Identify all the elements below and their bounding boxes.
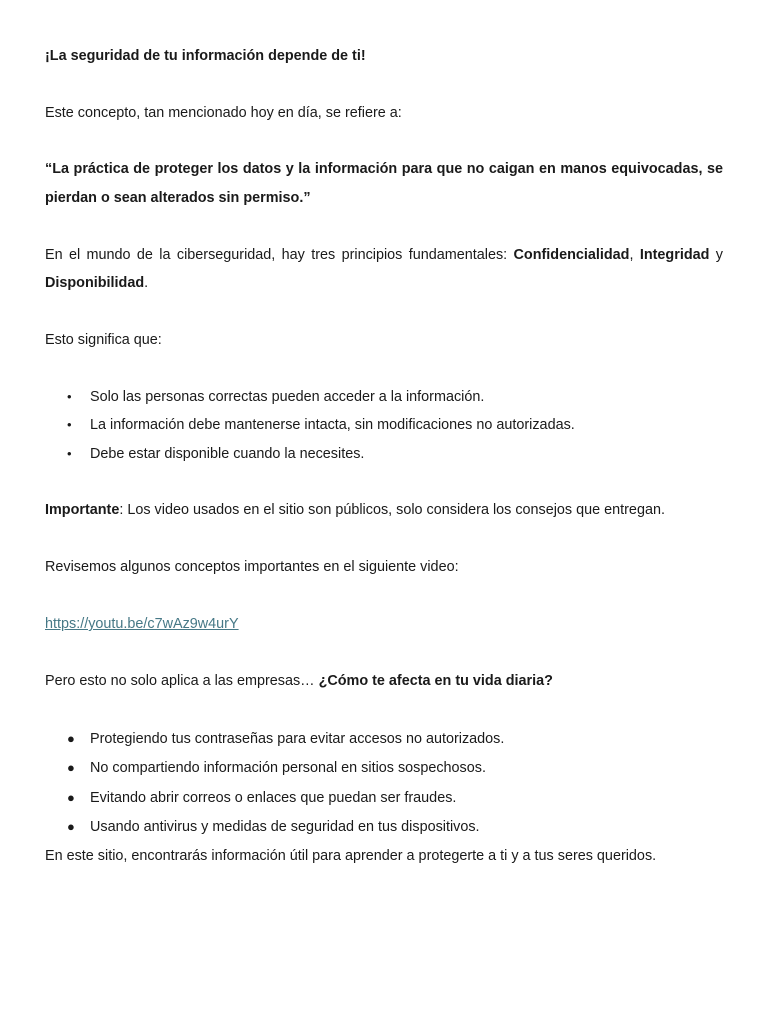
bullet-icon: • — [67, 446, 72, 461]
definition-line-1: “La práctica de proteger los datos y la información para que no caigan en manos equivocadas, se — [45, 161, 723, 177]
bullet-icon: ● — [67, 819, 75, 834]
bullet-icon: • — [67, 389, 72, 404]
bullet-icon: ● — [67, 790, 75, 805]
principle-integridad: Integridad — [639, 247, 710, 263]
important-note — [45, 501, 665, 519]
closing-paragraph: En este sitio, encontrarás información útil para aprender a protegerte a ti y a tus seres queridos. — [45, 848, 657, 864]
video-link[interactable]: https://youtu.be/c7wAz9w4urY — [45, 616, 239, 632]
video-intro: Revisemos algunos conceptos importantes en el siguiente video: — [45, 559, 459, 575]
list-item: • Solo las personas correctas pueden acceder a la información. — [67, 389, 485, 405]
definition-line-2: pierdan o sean alterados sin permiso.” — [45, 190, 311, 206]
daily-question: ¿Cómo te afecta en tu vida diaria? — [318, 673, 553, 689]
principles-paragraph — [45, 246, 723, 264]
means-paragraph: Esto significa que: — [45, 332, 162, 348]
bullet-icon: • — [67, 417, 72, 432]
daily-paragraph — [45, 672, 553, 690]
principles-paragraph-end — [45, 274, 148, 292]
list-item: ● Usando antivirus y medidas de seguridad en tus dispositivos. — [67, 819, 480, 835]
list-item: • La información debe mantenerse intacta, sin modificaciones no autorizadas. — [67, 417, 575, 433]
principles-separator-1: , — [629, 247, 640, 263]
important-label: Importante — [45, 502, 120, 518]
principle-disponibilidad: Disponibilidad — [45, 275, 145, 291]
daily-text: Pero esto no solo aplica a las empresas… — [45, 673, 319, 689]
intro-paragraph: Este concepto, tan mencionado hoy en día, se refiere a: — [45, 105, 402, 121]
list-item: ● Evitando abrir correos o enlaces que puedan ser fraudes. — [67, 790, 457, 806]
bullet-icon: ● — [67, 731, 75, 746]
principle-confidencialidad: Confidencialidad — [513, 247, 630, 263]
video-link-line — [45, 615, 239, 633]
important-text: : Los video usados en el sitio son públicos, solo considera los consejos que entregan. — [119, 502, 665, 518]
list-item: • Debe estar disponible cuando la necesites. — [67, 446, 365, 462]
list-item: ● No compartiendo información personal en sitios sospechosos. — [67, 760, 486, 776]
principles-prefix: En el mundo de la ciberseguridad, hay tres principios fundamentales: — [45, 247, 514, 263]
principles-period: . — [144, 275, 149, 291]
bullet-icon: ● — [67, 760, 75, 775]
list-item: ● Protegiendo tus contraseñas para evitar accesos no autorizados. — [67, 731, 505, 747]
principles-separator-2: y — [709, 247, 723, 263]
page-title: ¡La seguridad de tu información depende de ti! — [45, 48, 366, 64]
